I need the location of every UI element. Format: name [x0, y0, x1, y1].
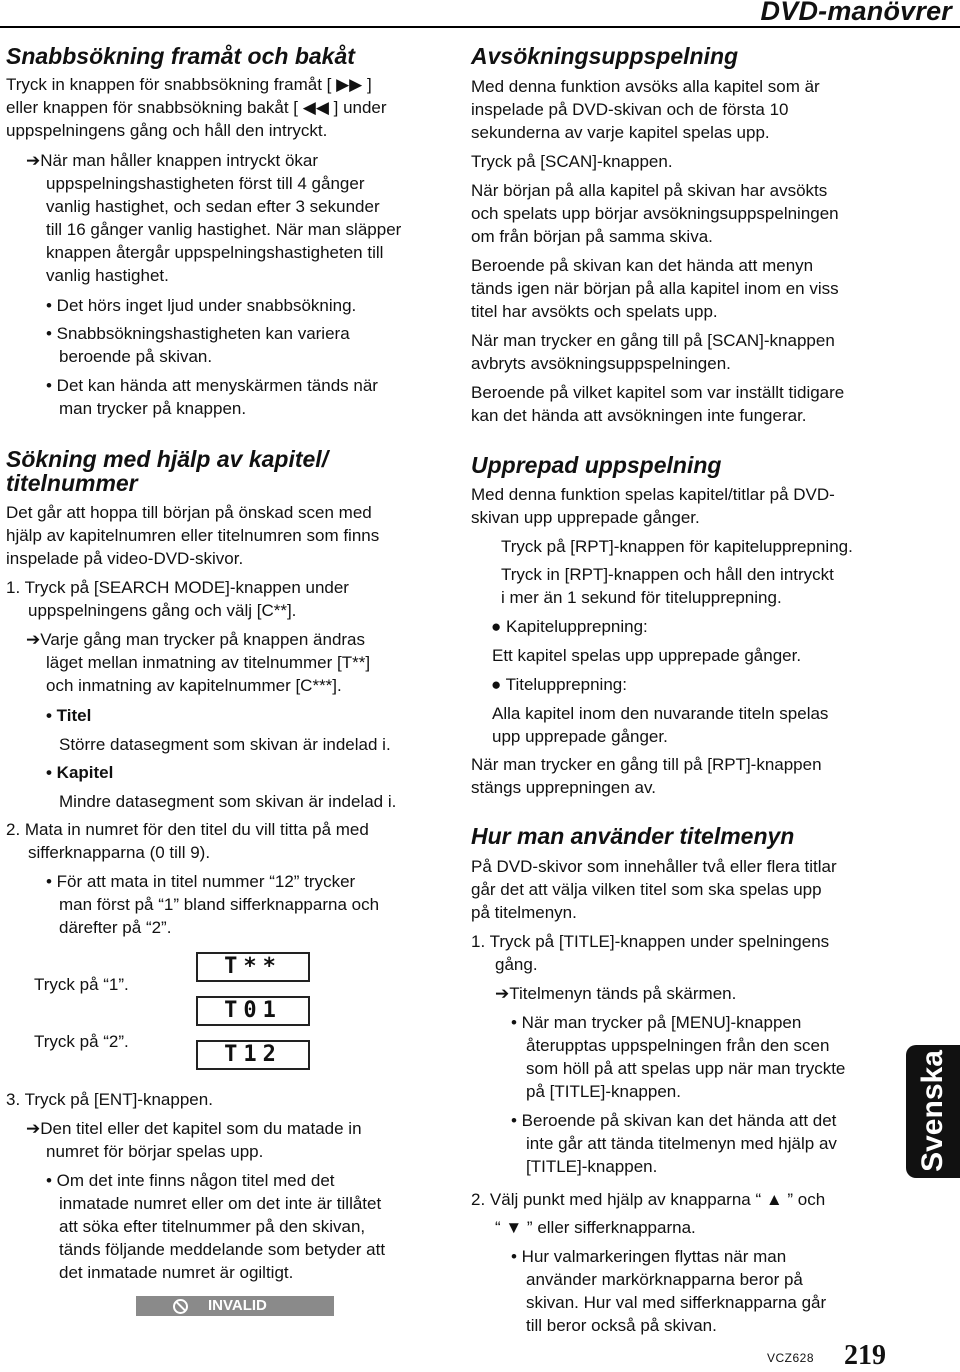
text-line: man trycker på knappen.	[59, 399, 247, 418]
text-line: På DVD-skivor som innehåller två eller flera titlar	[471, 857, 837, 876]
text-line: upp upprepade gånger.	[492, 727, 668, 746]
prohibited-icon	[173, 1299, 188, 1314]
heading-fast-search: Snabbsökning framåt och bakåt	[6, 43, 355, 69]
text-line: Ett kapitel spelas upp upprepade gånger.	[492, 646, 802, 665]
heading-chapter-search: Sökning med hjälp av kapitel/	[6, 446, 329, 472]
text-line: sifferknapparna (0 till 9).	[28, 843, 211, 862]
text-line: eller knappen för snabbsökning bakåt [ ◀◀ ] under	[6, 98, 387, 117]
text-line: vanlig hastighet, och sedan efter 3 sekunder	[46, 197, 380, 216]
press-label: Tryck på “1”.	[34, 975, 129, 994]
language-tab	[906, 1045, 960, 1178]
text-line: [TITLE]-knappen.	[526, 1157, 658, 1176]
text-line: uppspelningens gång och välj [C**].	[28, 601, 297, 620]
text-line: vanlig hastighet.	[46, 266, 169, 285]
step-1: 1. Tryck på [SEARCH MODE]-knappen under	[6, 578, 349, 597]
bullet-item: • Snabbsökningshastigheten kan variera	[46, 324, 350, 343]
invalid-label: INVALID	[208, 1297, 267, 1314]
text-line: som höll på att spelas upp när man tryckte	[526, 1059, 846, 1078]
text-line: inte går att tända titelmenyn med hjälp av	[526, 1134, 837, 1153]
text-line: skivan. Hur val med sifferknapparna går	[526, 1293, 827, 1312]
text-line: När man trycker en gång till på [RPT]-knappen	[471, 755, 822, 774]
heading-repeat-playback: Upprepad uppspelning	[471, 452, 722, 478]
text-line: uppspelningens gång och håll den intryckt.	[6, 121, 328, 140]
term-definition: Större datasegment som skivan är indelad i.	[59, 735, 391, 754]
text-line: knappen återgår uppspelningshastigheten till	[46, 243, 384, 262]
text-line: titel har avsökts och spelats upp.	[471, 302, 718, 321]
bullet-item: • Det kan hända att menyskärmen tänds när	[46, 376, 378, 395]
text-line: kan det hända att avsökningen inte fungerar.	[471, 406, 807, 425]
step-2: 2. Välj punkt med hjälp av knapparna “ ▲ ” och	[471, 1190, 826, 1209]
text-line: använder markörknapparna beror på	[526, 1270, 803, 1289]
text-line: i mer än 1 sekund för titelupprepning.	[501, 588, 782, 607]
text-line: och spelats upp börjar avsökningsuppspelningen	[471, 204, 839, 223]
bullet-item: • Om det inte finns någon titel med det	[46, 1171, 335, 1190]
term-titel: • Titel	[46, 706, 92, 725]
bullet-item: ● Kapitelupprepning:	[491, 617, 648, 636]
text-line: inspelade på DVD-skivan och de första 10	[471, 100, 789, 119]
text-line: inmatade numret eller om det inte är tillåtet	[59, 1194, 382, 1213]
text-line: till beror också på skivan.	[526, 1316, 717, 1335]
text-line: skivan upp upprepade gånger.	[471, 508, 700, 527]
text-line: och inmatning av kapitelnummer [C***].	[46, 676, 342, 695]
step-1: 1. Tryck på [TITLE]-knappen under spelningens	[471, 932, 830, 951]
text-line: numret för börjar spelas upp.	[46, 1142, 264, 1161]
page-number: 219	[844, 1340, 886, 1371]
text-line: går det att välja vilken titel som ska spelas upp	[471, 880, 822, 899]
text-line: När början på alla kapitel på skivan har avsökts	[471, 181, 828, 200]
text-line: Alla kapitel inom den nuvarande titeln spelas	[492, 704, 829, 723]
display-readout: T01	[196, 996, 310, 1026]
text-line: på [TITLE]-knappen.	[526, 1082, 681, 1101]
text-line: Tryck på [RPT]-knappen för kapitelupprepning.	[501, 537, 853, 556]
text-line: tänds igen när början på alla kapitel inom en viss	[471, 279, 839, 298]
text-line: Det går att hoppa till början på önskad scen med	[6, 503, 372, 522]
text-line: om från början på samma skiva.	[471, 227, 713, 246]
bullet-item: • När man trycker på [MENU]-knappen	[511, 1013, 802, 1032]
text-line: återupptas uppspelningen från den scen	[526, 1036, 830, 1055]
text-line: därefter på “2”.	[59, 918, 172, 937]
press-label: Tryck på “2”.	[34, 1032, 129, 1051]
term-definition: Mindre datasegment som skivan är indelad i.	[59, 792, 397, 811]
language-tab-label: Svenska	[916, 1050, 949, 1172]
text-line: uppspelningshastigheten först till 4 gånger	[46, 174, 365, 193]
text-line: tänds följande meddelande som betyder att	[59, 1240, 386, 1259]
arrow-note: ➔Den titel eller det kapitel som du matade in	[26, 1119, 362, 1138]
arrow-note: ➔Titelmenyn tänds på skärmen.	[495, 984, 737, 1003]
text-line: man först på “1” bland sifferknapparna och	[59, 895, 380, 914]
text-line: När man trycker en gång till på [SCAN]-knappen	[471, 331, 835, 350]
text-line: sekunderna av varje kapitel spelas upp.	[471, 123, 770, 142]
text-line: Tryck in [RPT]-knappen och håll den intryckt	[501, 565, 834, 584]
text-line: hjälp av kapitelnumren eller titelnumren som finns	[6, 526, 380, 545]
text-line: på titelmenyn.	[471, 903, 577, 922]
text-line: gång.	[495, 955, 538, 974]
text-line: Tryck på [SCAN]-knappen.	[471, 152, 673, 171]
heading-scan-playback: Avsökningsuppspelning	[471, 43, 739, 69]
text-line: beroende på skivan.	[59, 347, 213, 366]
text-line: avbryts avsökningsuppspelningen.	[471, 354, 731, 373]
step-2: 2. Mata in numret för den titel du vill titta på med	[6, 820, 369, 839]
text-line: att söka efter titelnummer på den skivan,	[59, 1217, 366, 1236]
bullet-item: • Det hörs inget ljud under snabbsökning.	[46, 296, 357, 315]
text-line: “ ▼ ” eller sifferknapparna.	[495, 1218, 696, 1237]
bullet-item: ● Titelupprepning:	[491, 675, 627, 694]
step-3: 3. Tryck på [ENT]-knappen.	[6, 1090, 213, 1109]
invalid-message-box	[136, 1296, 334, 1316]
bullet-item: • Beroende på skivan kan det hända att det	[511, 1111, 837, 1130]
text-line: Beroende på vilket kapitel som var inställt tidigare	[471, 383, 845, 402]
heading-title-menu: Hur man använder titelmenyn	[471, 823, 795, 849]
arrow-note: ➔Varje gång man trycker på knappen ändras	[26, 630, 366, 649]
term-kapitel: • Kapitel	[46, 763, 114, 782]
text-line: till 16 gånger vanlig hastighet. När man släpper	[46, 220, 402, 239]
text-line: Tryck in knappen för snabbsökning framåt [ ▶▶ ]	[6, 75, 372, 94]
model-code: VCZ628	[767, 1351, 815, 1365]
arrow-note: ➔När man håller knappen intryckt ökar	[26, 151, 319, 170]
section-title: DVD-manövrer	[760, 0, 952, 26]
bullet-item: • Hur valmarkeringen flyttas när man	[511, 1247, 787, 1266]
text-line: Med denna funktion avsöks alla kapitel som är	[471, 77, 820, 96]
display-readout: T12	[196, 1040, 310, 1070]
text-line: det inmatade numret är ogiltigt.	[59, 1263, 294, 1282]
text-line: inspelade på video-DVD-skivor.	[6, 549, 244, 568]
text-line: stängs upprepningen av.	[471, 778, 656, 797]
display-readout: T**	[196, 952, 310, 982]
text-line: läget mellan inmatning av titelnummer [T**]	[46, 653, 371, 672]
bullet-item: • För att mata in titel nummer “12” trycker	[46, 872, 356, 891]
text-line: Beroende på skivan kan det hända att menyn	[471, 256, 814, 275]
text-line: Med denna funktion spelas kapitel/titlar på DVD-	[471, 485, 835, 504]
heading-chapter-search-cont: titelnummer	[6, 470, 138, 496]
